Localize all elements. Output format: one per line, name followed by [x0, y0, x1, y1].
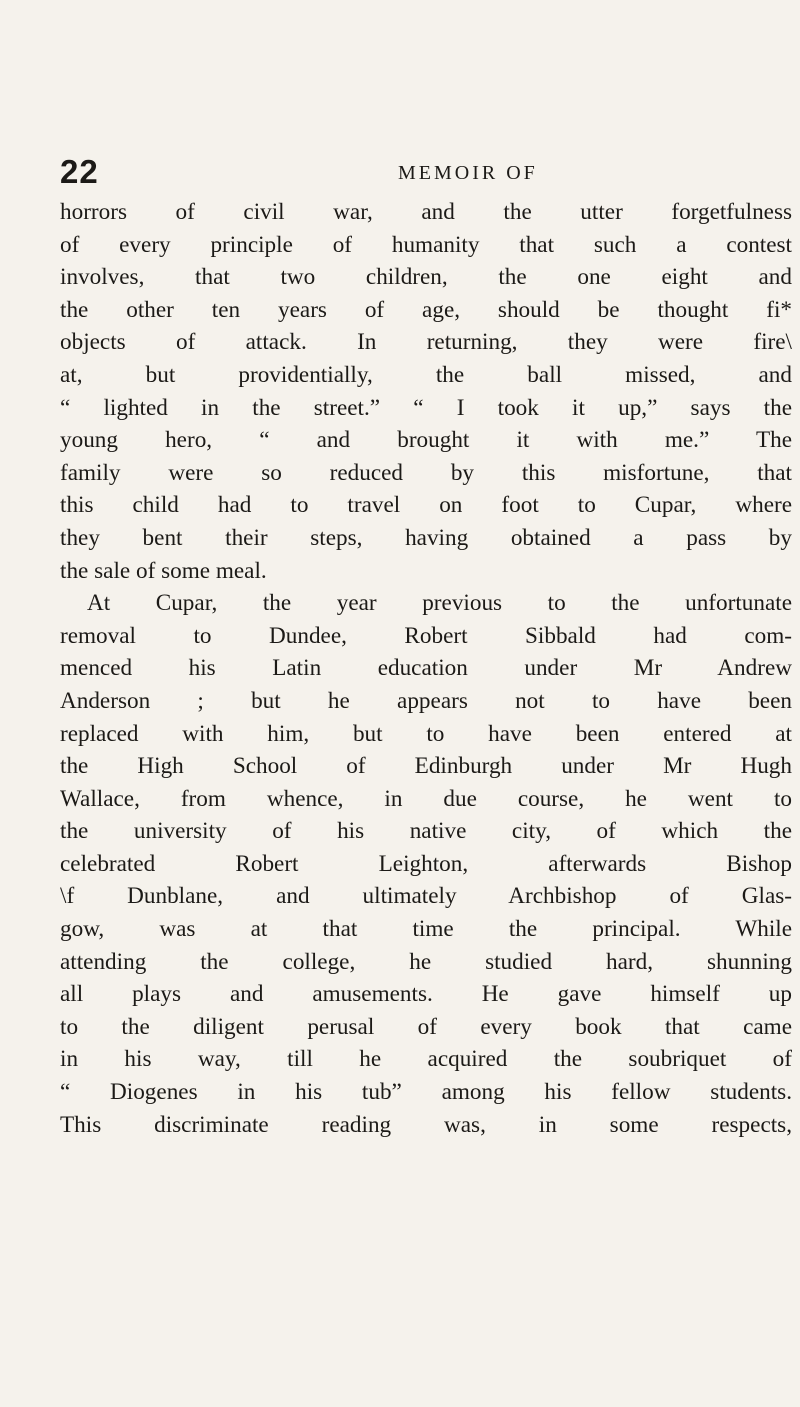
text-line: of every principle of humanity that such a contest	[60, 231, 792, 258]
text-line: \f Dunblane, and ultimately Archbishop of Glas-	[60, 883, 792, 910]
text-line: involves, that two children, the one eight and	[60, 264, 792, 291]
text-line: replaced with him, but to have been entered at	[60, 720, 792, 747]
text-line: menced his Latin education under Mr Andrew	[60, 655, 792, 682]
text-line: the High School of Edinburgh under Mr Hugh	[60, 753, 792, 780]
text-line: Anderson ; but he appears not to have been	[60, 687, 792, 714]
running-head: MEMOIR OF	[398, 162, 538, 184]
text-line: the university of his native city, of which the	[60, 818, 792, 845]
text-line: family were so reduced by this misfortune, that	[60, 459, 792, 486]
text-line: At Cupar, the year previous to the unfortunate	[87, 590, 792, 617]
text-line: the other ten years of age, should be thought fi*	[60, 296, 792, 323]
text-line: Wallace, from whence, in due course, he went to	[60, 785, 792, 812]
text-line: objects of attack. In returning, they were fire\	[60, 329, 792, 356]
text-line: the sale of some meal.	[60, 557, 267, 584]
text-line: horrors of civil war, and the utter forgetfulness	[60, 199, 792, 225]
text-line: this child had to travel on foot to Cupar, where	[60, 492, 792, 519]
text-line: gow, was at that time the principal. While	[60, 916, 792, 943]
text-line: “ Diogenes in his tub” among his fellow students.	[60, 1079, 792, 1106]
text-line: all plays and amusements. He gave himself up	[60, 981, 792, 1008]
page-header	[60, 152, 780, 192]
text-line: in his way, till he acquired the soubriquet of	[60, 1046, 792, 1073]
text-line: “ lighted in the street.” “ I took it up,” says the	[60, 394, 792, 421]
text-line: celebrated Robert Leighton, afterwards Bishop	[60, 850, 792, 877]
text-line: young hero, “ and brought it with me.” The	[60, 427, 792, 454]
text-line: they bent their steps, having obtained a pass by	[60, 524, 792, 551]
text-line: This discriminate reading was, in some respects,	[60, 1111, 792, 1138]
text-line: attending the college, he studied hard, shunning	[60, 948, 792, 975]
page-number: 22	[60, 153, 99, 190]
body-text	[60, 196, 792, 1141]
text-line: to the diligent perusal of every book that came	[60, 1013, 792, 1040]
text-line: at, but providentially, the ball missed, and	[60, 361, 792, 388]
text-line: removal to Dundee, Robert Sibbald had com-	[60, 622, 792, 649]
